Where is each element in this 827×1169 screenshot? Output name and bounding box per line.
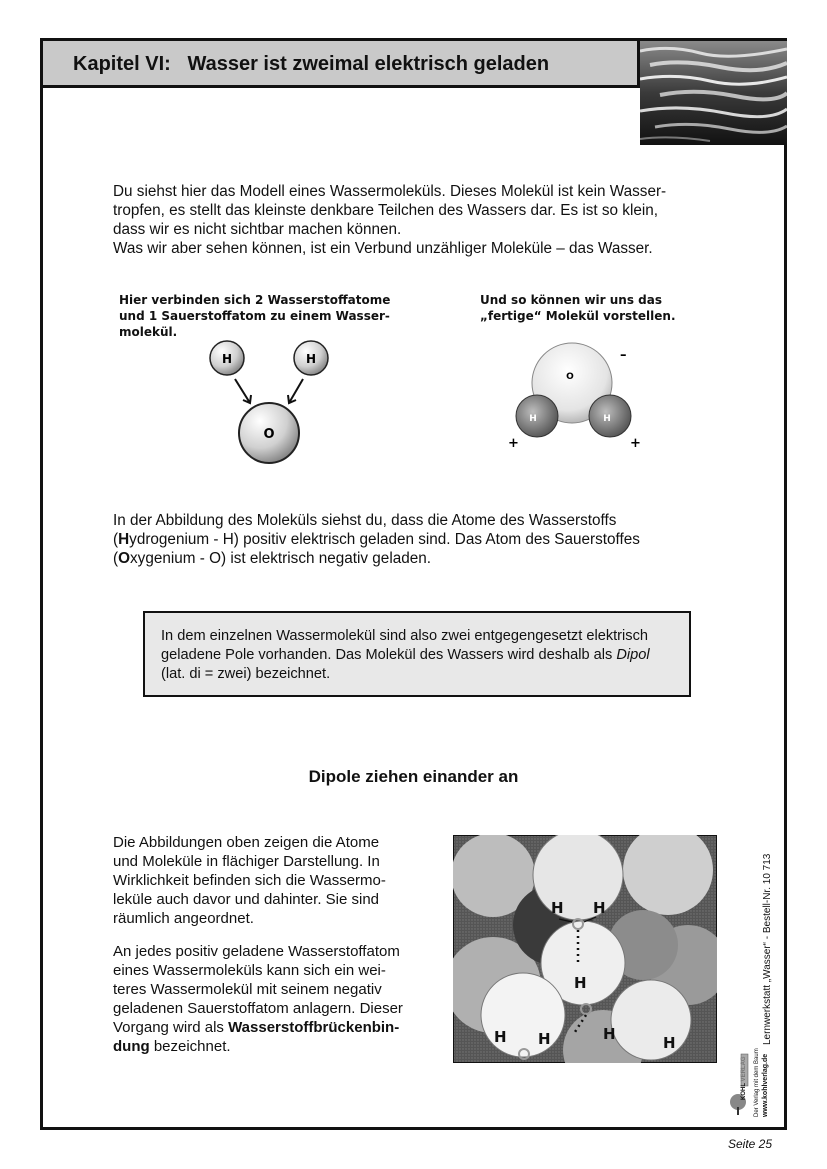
hydrogen-bond-text: Die Abbildungen oben zeigen die Atome und Moleküle in flächiger Darstellung. In Wirklichkeit befinden sich die Wassermo- leküle auch davor und dahinter. Sie sind räumlich angeordnet. An jedes positiv geladene Wasserstoffatom eines Wassermoleküls kann sich ein wei- teres Wassermolekül mit seinem negativ geladenen Sauerstoffatom anlagern. Dieser Vorgang wird als Wasserstoffbrückenbin- dung bezeichnet. <box>113 834 403 1055</box>
caption-line: Und so können wir uns das <box>480 293 662 307</box>
arrow-icon <box>235 379 251 403</box>
section-heading: Dipole ziehen einander an <box>308 767 519 786</box>
atom-label-h: H <box>305 352 317 366</box>
intro-line: dass wir es nicht sichtbar machen können. <box>113 221 402 238</box>
order-number-sidebar: Lernwerkstatt „Wasser“ - Bestell-Nr. 10 713 <box>762 853 773 1045</box>
plus-sign: + <box>508 436 519 451</box>
intro-line: Was wir aber sehen können, ist ein Verbund unzähliger Moleküle – das Wasser. <box>113 240 653 257</box>
publisher-slogan: Der Verlag mit dem Baum <box>754 1048 760 1117</box>
chapter-title: Wasser ist zweimal elektrisch geladen <box>187 53 550 75</box>
dipole-info-box <box>143 611 691 697</box>
molecule-label-h: H <box>538 1030 551 1048</box>
intro-line: tropfen, es stellt das kleinste denkbare Teilchen des Wassers dar. Es ist so klein, <box>113 202 659 219</box>
info-line: (lat. di = zwei) bezeichnet. <box>161 666 331 682</box>
molecule-label-h: H <box>574 974 587 992</box>
chapter-label: Kapitel VI: <box>73 53 171 75</box>
text-line: (Hydrogenium - H) positiv elektrisch geladen sind. Das Atom des Sauerstoffes <box>113 531 640 548</box>
atom-label-h: H <box>603 414 611 424</box>
caption-line: „fertige“ Molekül vorstellen. <box>480 309 676 323</box>
publisher-name: KOHL VERLAG <box>741 1056 747 1100</box>
molecule-label-h: H <box>593 899 606 917</box>
atom-combination-diagram <box>193 336 343 471</box>
right-diagram-caption <box>480 292 676 324</box>
publisher-url: www.kohlverlag.de <box>762 1053 769 1117</box>
page-frame <box>40 38 787 1130</box>
left-diagram-caption <box>119 292 390 340</box>
atom-label-o: O <box>566 372 574 382</box>
intro-paragraph <box>113 182 733 258</box>
water-surface-image <box>640 41 787 145</box>
text-line: In der Abbildung des Moleküls siehst du, dass die Atome des Wasserstoffs <box>113 512 617 529</box>
info-line: In dem einzelnen Wassermolekül sind also zwei entgegengesetzt elektrisch <box>161 628 648 644</box>
intro-line: Du siehst hier das Modell eines Wassermoleküls. Dieses Molekül ist kein Wasser- <box>113 183 667 200</box>
info-line: geladene Pole vorhanden. Das Molekül des Wassers wird deshalb als Dipol <box>161 647 650 663</box>
caption-line: molekül. <box>119 325 178 339</box>
molecule-label-h: H <box>551 899 564 917</box>
minus-sign: – <box>620 348 627 363</box>
page-title <box>73 53 549 76</box>
page-number: Seite 25 <box>728 1137 773 1151</box>
caption-line: und 1 Sauerstoffatom zu einem Wasser- <box>119 309 390 323</box>
hydrogen-bond-illustration <box>453 835 717 1063</box>
charge-paragraph <box>113 511 733 568</box>
hydrogen-sphere-left <box>516 395 558 437</box>
chapter-header <box>43 41 640 88</box>
atom-label-o: O <box>263 427 275 442</box>
molecule-label-h: H <box>494 1028 507 1046</box>
arrow-icon <box>288 379 303 403</box>
publisher-logo <box>727 1052 749 1117</box>
water-molecule-model <box>498 341 648 456</box>
plus-sign: + <box>630 436 641 451</box>
atom-label-h: H <box>529 414 537 424</box>
atom-label-h: H <box>221 352 233 366</box>
caption-line: Hier verbinden sich 2 Wasserstoffatome <box>119 293 391 307</box>
molecule-label-h: H <box>603 1025 616 1043</box>
molecule-label-h: H <box>663 1034 676 1052</box>
text-line: (Oxygenium - O) ist elektrisch negativ geladen. <box>113 550 431 567</box>
